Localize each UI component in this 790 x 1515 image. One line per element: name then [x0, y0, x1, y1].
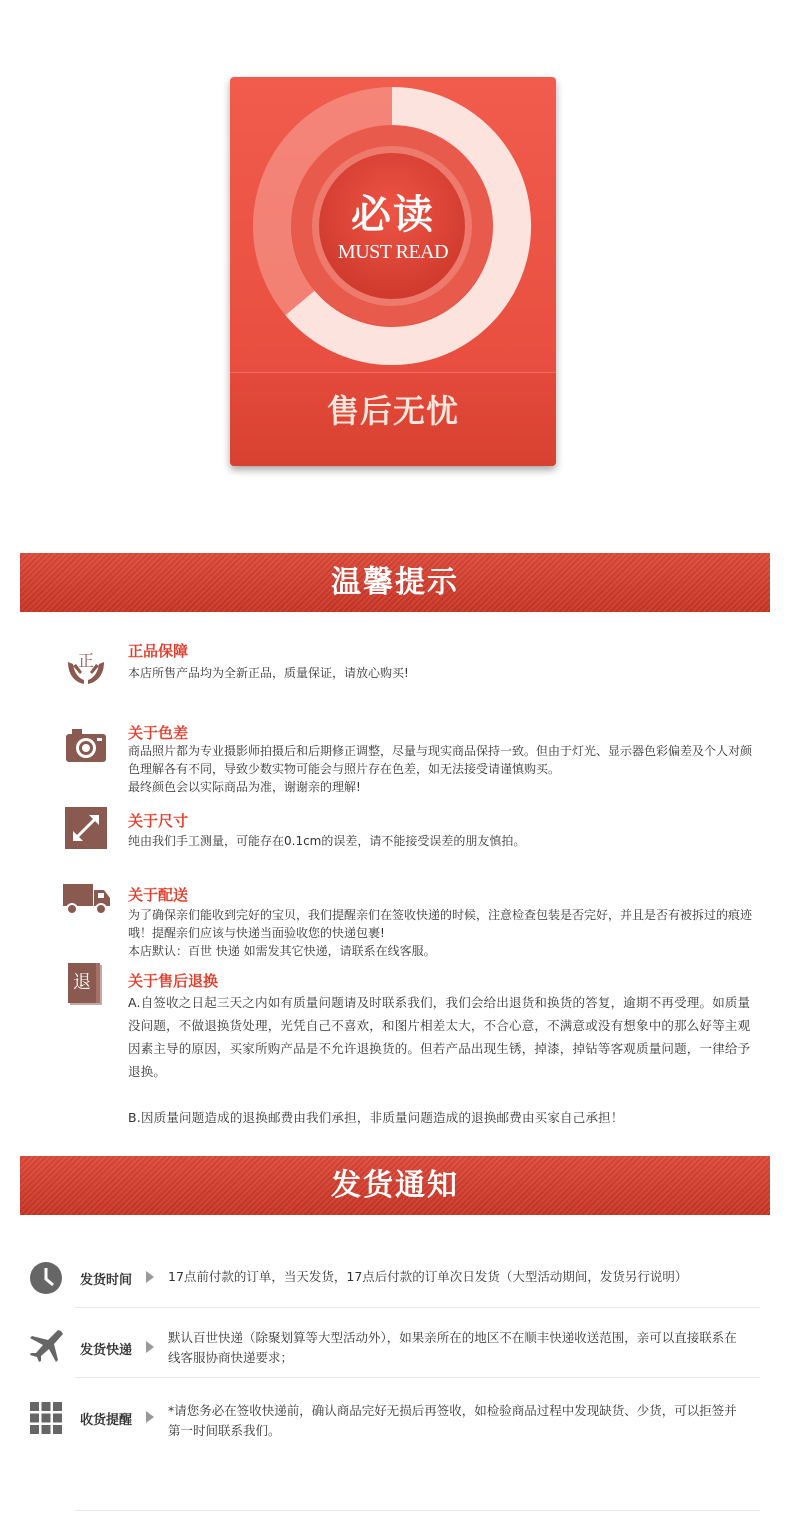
resize-arrow-icon — [64, 806, 108, 850]
hands-genuine-icon — [64, 644, 108, 688]
arrow-right-icon — [146, 1271, 154, 1283]
shipping-banner — [20, 1156, 770, 1215]
shipping-label: 发货时间 — [80, 1273, 133, 1288]
must-read-badge — [230, 77, 556, 466]
tip-title: 关于售后退换 — [128, 972, 219, 990]
shipping-label: 发货快递 — [80, 1343, 133, 1358]
clock-icon — [28, 1260, 64, 1296]
arrow-right-icon — [146, 1411, 154, 1423]
camera-icon — [64, 724, 108, 768]
grid-icon — [28, 1400, 64, 1436]
badge-title: 必读 — [351, 192, 435, 238]
tip-body: A.自签收之日起三天之内如有质量问题请及时联系我们，我们会给出退货和换货的答复，逾期不再受理。如质量没问题，不做退换货处理，光凭自己不喜欢，和图片相差太大，不合心意，不满意或没有想象中的那么好等主观因素主导的原因，买家所购产品是不允许退换货的。但若产品出现生锈，掉漆，掉钻等客观质量问题，一律给予退换。 B.因质量问题造成的退换邮费由我们承担，非质量问题造成的退换邮费由买家自己承担！ — [128, 995, 751, 1125]
tip-body: 商品照片都为专业摄影师拍摄后和后期修正调整，尽量与现实商品保持一致。但由于灯光、显示器色彩偏差及个人对颜色理解各有不同，导致少数实物可能会与照片存在色差，如无法接受请谨慎购买。 最终颜色会以实际商品为准，谢谢亲的理解! — [128, 744, 753, 794]
return-icon: 退 — [68, 963, 100, 1003]
shipping-text: *请您务必在签收快递前，确认商品完好无损后再签收，如检验商品过程中发现缺货、少货，可以拒签并第一时间联系我们。 — [168, 1403, 737, 1438]
truck-icon — [62, 876, 112, 920]
arrow-right-icon — [146, 1341, 154, 1353]
svg-text:正: 正 — [77, 651, 95, 670]
tips-banner — [20, 553, 770, 612]
divider — [75, 1510, 760, 1511]
badge-footer-label: 售后无忧 — [326, 392, 459, 430]
tip-title: 关于配送 — [128, 886, 189, 904]
tip-title: 关于色差 — [128, 724, 189, 742]
shipping-label: 收货提醒 — [80, 1413, 133, 1428]
tip-title: 正品保障 — [128, 642, 189, 660]
shipping-banner-title: 发货通知 — [331, 1168, 459, 1203]
shipping-text: 默认百世快递（除聚划算等大型活动外），如果亲所在的地区不在顺丰快递收送范围，亲可以直接联系在线客服协商快递要求； — [168, 1330, 737, 1365]
airplane-icon — [28, 1328, 64, 1364]
tip-body: 为了确保亲们能收到完好的宝贝，我们提醒亲们在签收快递的时候，注意检查包装是否完好，并且是否有被拆过的痕迹哦！提醒亲们应该与快递当面验收您的快递包裹! 本店默认：百世 快递 如需发其它快递，请联系在线客服。 — [128, 908, 753, 958]
divider — [75, 1377, 760, 1378]
tips-banner-title: 温馨提示 — [331, 565, 459, 600]
divider — [75, 1307, 760, 1308]
tip-title: 关于尺寸 — [128, 812, 189, 830]
tip-body: 纯由我们手工测量，可能存在0.1cm的误差，请不能接受误差的朋友慎拍。 — [128, 834, 526, 848]
tip-body: 本店所售产品均为全新正品，质量保证，请放心购买! — [128, 666, 409, 680]
badge-subtitle: MUST READ — [337, 241, 449, 263]
badge-footer — [230, 372, 556, 466]
shipping-text: 17点前付款的订单，当天发货，17点后付款的订单次日发货（大型活动期间，发货另行说明） — [168, 1269, 688, 1284]
